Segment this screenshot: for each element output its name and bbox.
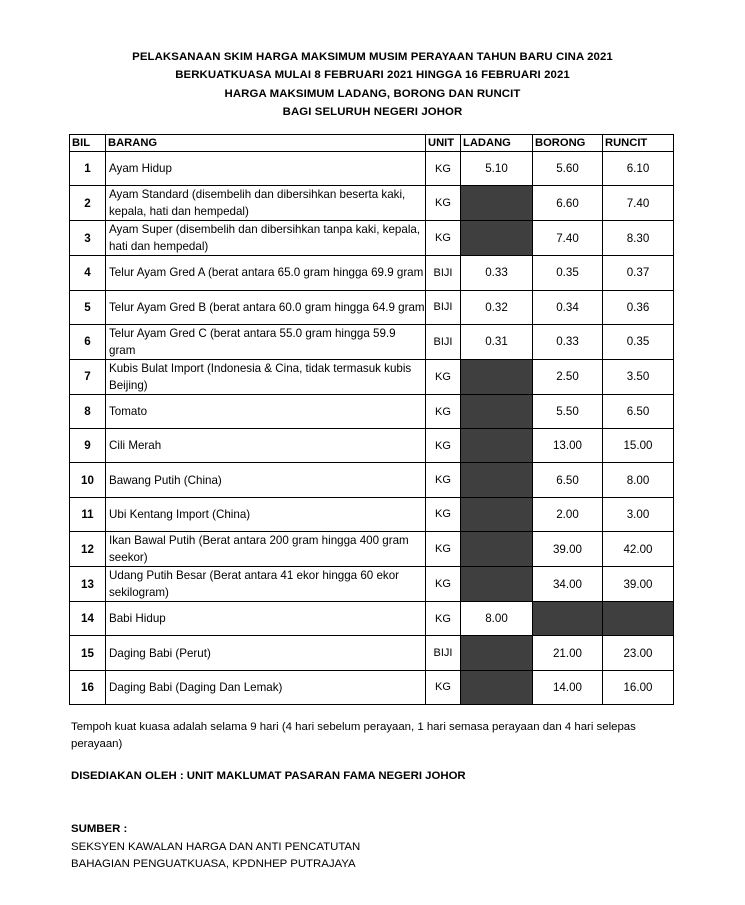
item-name: Ayam Hidup (106, 152, 426, 186)
table-row (70, 221, 674, 256)
runcit-price: 15.00 (603, 429, 674, 463)
unit-cell: KG (426, 567, 461, 602)
item-name: Ikan Bawal Putih (Berat antara 200 gram hingga 400 gram seekor) (106, 532, 426, 567)
unit-cell: BIJI (426, 636, 461, 670)
unit-cell: BIJI (426, 256, 461, 290)
source-line-2: BAHAGIAN PENGUATKUASA, KPDNHEP PUTRAJAYA (71, 858, 356, 870)
row-number: 7 (70, 359, 106, 394)
header-ladang: LADANG (461, 135, 533, 152)
item-name: Telur Ayam Gred A (berat antara 65.0 gram hingga 69.9 gram (106, 256, 426, 290)
item-name: Daging Babi (Perut) (106, 636, 426, 670)
row-number: 6 (70, 324, 106, 359)
borong-price: 2.50 (533, 359, 603, 394)
borong-price: 21.00 (533, 636, 603, 670)
row-number: 12 (70, 532, 106, 567)
borong-price: 5.60 (533, 152, 603, 186)
row-number: 10 (70, 463, 106, 497)
runcit-price: 6.50 (603, 394, 674, 428)
row-number: 13 (70, 567, 106, 602)
item-name: Ayam Standard (disembelih dan dibersihkan beserta kaki, kepala, hati dan hempedal) (106, 186, 426, 221)
ladang-price (461, 497, 533, 531)
item-name: Telur Ayam Gred C (berat antara 55.0 gram hingga 59.9 gram (106, 324, 426, 359)
table-row (70, 602, 674, 636)
runcit-price: 3.00 (603, 497, 674, 531)
ladang-price (461, 221, 533, 256)
title-line-2: BERKUATKUASA MULAI 8 FEBRUARI 2021 HINGGA 16 FEBRUARI 2021 (175, 69, 570, 82)
borong-price: 2.00 (533, 497, 603, 531)
item-name: Ubi Kentang Import (China) (106, 497, 426, 531)
row-number: 16 (70, 670, 106, 704)
row-number: 15 (70, 636, 106, 670)
borong-price (533, 602, 603, 636)
source-label: SUMBER : (71, 823, 128, 835)
table-row (70, 463, 674, 497)
title-line-4: BAGI SELURUH NEGERI JOHOR (282, 105, 463, 118)
ladang-price (461, 636, 533, 670)
item-name: Bawang Putih (China) (106, 463, 426, 497)
item-name: Daging Babi (Daging Dan Lemak) (106, 670, 426, 704)
table-row (70, 670, 674, 704)
unit-cell: KG (426, 497, 461, 531)
row-number: 4 (70, 256, 106, 290)
table-row (70, 429, 674, 463)
table-header-row (70, 135, 674, 152)
borong-price: 7.40 (533, 221, 603, 256)
table-body (70, 152, 674, 705)
unit-cell: KG (426, 429, 461, 463)
ladang-price (461, 359, 533, 394)
table-row (70, 532, 674, 567)
item-name: Tomato (106, 394, 426, 428)
ladang-price: 0.31 (461, 324, 533, 359)
price-table (69, 134, 674, 705)
unit-cell: KG (426, 602, 461, 636)
table-row (70, 394, 674, 428)
prepared-by: DISEDIAKAN OLEH : UNIT MAKLUMAT PASARAN FAMA NEGERI JOHOR (71, 770, 466, 782)
table-row (70, 567, 674, 602)
row-number: 3 (70, 221, 106, 256)
runcit-price: 8.30 (603, 221, 674, 256)
ladang-price (461, 567, 533, 602)
runcit-price: 16.00 (603, 670, 674, 704)
header-barang: BARANG (106, 135, 426, 152)
runcit-price (603, 602, 674, 636)
borong-price: 14.00 (533, 670, 603, 704)
unit-cell: BIJI (426, 324, 461, 359)
item-name: Telur Ayam Gred B (berat antara 60.0 gram hingga 64.9 gram (106, 290, 426, 324)
table-row (70, 636, 674, 670)
unit-cell: KG (426, 394, 461, 428)
unit-cell: KG (426, 186, 461, 221)
borong-price: 6.60 (533, 186, 603, 221)
table-row (70, 359, 674, 394)
borong-price: 39.00 (533, 532, 603, 567)
title-line-1: PELAKSANAAN SKIM HARGA MAKSIMUM MUSIM PERAYAAN TAHUN BARU CINA 2021 (132, 51, 613, 63)
runcit-price: 3.50 (603, 359, 674, 394)
unit-cell: KG (426, 670, 461, 704)
ladang-price (461, 394, 533, 428)
borong-price: 0.33 (533, 324, 603, 359)
header-borong: BORONG (533, 135, 603, 152)
runcit-price: 8.00 (603, 463, 674, 497)
ladang-price: 0.32 (461, 290, 533, 324)
row-number: 9 (70, 429, 106, 463)
unit-cell: KG (426, 463, 461, 497)
ladang-price: 8.00 (461, 602, 533, 636)
row-number: 14 (70, 602, 106, 636)
item-name: Babi Hidup (106, 602, 426, 636)
unit-cell: BIJI (426, 290, 461, 324)
validity-note: Tempoh kuat kuasa adalah selama 9 hari (4 hari sebelum perayaan, 1 hari semasa perayaan dan 4 hari selepas perayaan) (71, 721, 636, 750)
header-bil: BIL (70, 135, 106, 152)
runcit-price: 0.36 (603, 290, 674, 324)
borong-price: 6.50 (533, 463, 603, 497)
unit-cell: KG (426, 221, 461, 256)
runcit-price: 42.00 (603, 532, 674, 567)
borong-price: 13.00 (533, 429, 603, 463)
ladang-price: 5.10 (461, 152, 533, 186)
table-row (70, 186, 674, 221)
table-row (70, 324, 674, 359)
borong-price: 5.50 (533, 394, 603, 428)
borong-price: 34.00 (533, 567, 603, 602)
ladang-price (461, 532, 533, 567)
row-number: 1 (70, 152, 106, 186)
item-name: Udang Putih Besar (Berat antara 41 ekor hingga 60 ekor sekilogram) (106, 567, 426, 602)
ladang-price (461, 429, 533, 463)
runcit-price: 6.10 (603, 152, 674, 186)
item-name: Kubis Bulat Import (Indonesia & Cina, tidak termasuk kubis Beijing) (106, 359, 426, 394)
row-number: 8 (70, 394, 106, 428)
borong-price: 0.34 (533, 290, 603, 324)
ladang-price: 0.33 (461, 256, 533, 290)
borong-price: 0.35 (533, 256, 603, 290)
ladang-price (461, 463, 533, 497)
document-title (0, 48, 745, 121)
unit-cell: KG (426, 532, 461, 567)
header-runcit: RUNCIT (603, 135, 674, 152)
row-number: 5 (70, 290, 106, 324)
runcit-price: 7.40 (603, 186, 674, 221)
table-row (70, 152, 674, 186)
item-name: Cili Merah (106, 429, 426, 463)
table-row (70, 497, 674, 531)
header-unit: UNIT (426, 135, 461, 152)
runcit-price: 0.37 (603, 256, 674, 290)
ladang-price (461, 670, 533, 704)
ladang-price (461, 186, 533, 221)
row-number: 2 (70, 186, 106, 221)
table-row (70, 290, 674, 324)
runcit-price: 0.35 (603, 324, 674, 359)
title-line-3: HARGA MAKSIMUM LADANG, BORONG DAN RUNCIT (224, 87, 521, 100)
unit-cell: KG (426, 359, 461, 394)
table-row (70, 256, 674, 290)
unit-cell: KG (426, 152, 461, 186)
runcit-price: 23.00 (603, 636, 674, 670)
item-name: Ayam Super (disembelih dan dibersihkan tanpa kaki, kepala, hati dan hempedal) (106, 221, 426, 256)
source-line-1: SEKSYEN KAWALAN HARGA DAN ANTI PENCATUTAN (71, 841, 361, 853)
runcit-price: 39.00 (603, 567, 674, 602)
source-lines (71, 839, 360, 873)
row-number: 11 (70, 497, 106, 531)
